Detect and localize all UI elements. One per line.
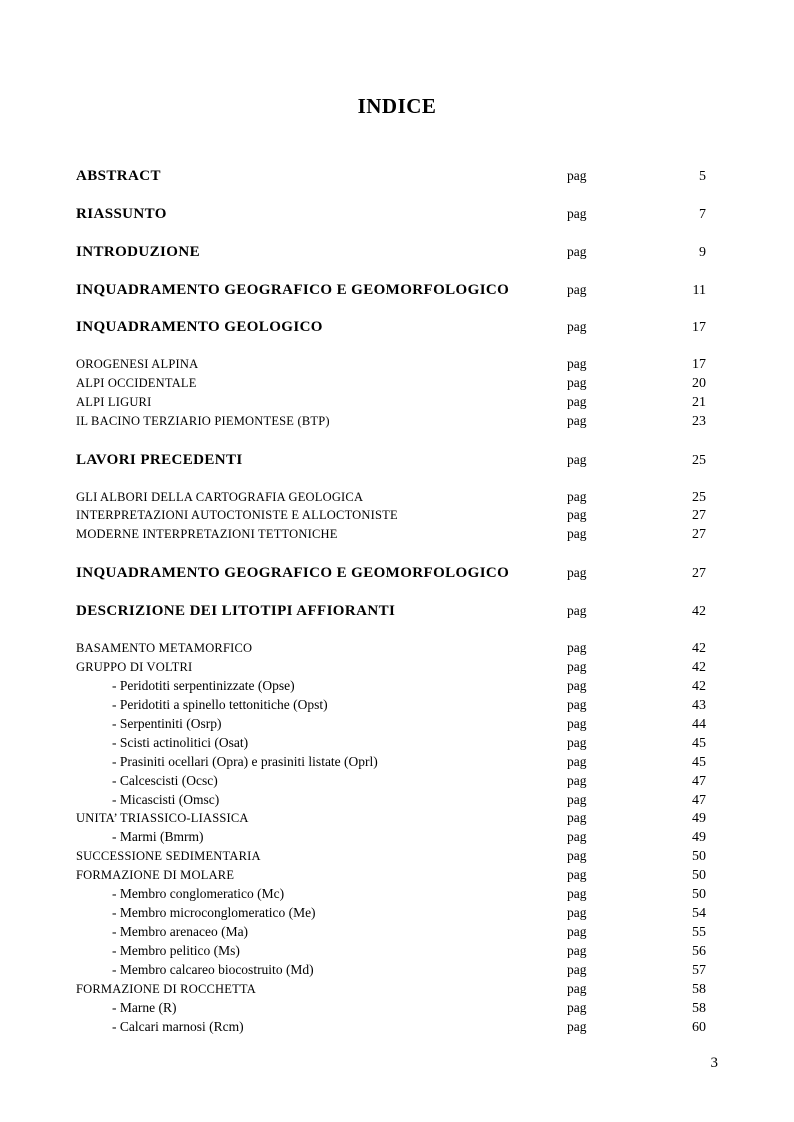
toc-entry-page: 45	[692, 736, 706, 751]
toc-entry-label: FORMAZIONE DI ROCCHETTA	[76, 982, 256, 996]
toc-entry-label: ABSTRACT	[76, 168, 161, 184]
toc-entry-page: 49	[692, 830, 706, 845]
toc-entry-label: - Peridotiti a spinello tettonitiche (Opst)	[112, 697, 328, 712]
toc-entry-label: SUCCESSIONE SEDIMENTARIA	[76, 849, 261, 863]
toc-entry	[76, 735, 706, 753]
toc-entry	[76, 244, 706, 262]
toc-entry	[76, 886, 706, 904]
toc-entry-page: 42	[692, 660, 706, 675]
toc-entry-label: - Calcescisti (Ocsc)	[112, 773, 218, 788]
toc-entry-label: - Membro calcareo biocostruito (Md)	[112, 962, 314, 977]
toc-entry	[76, 282, 706, 300]
toc-entry	[76, 356, 706, 374]
toc-entry-pag: pag	[567, 413, 587, 428]
toc-entry-label: INQUADRAMENTO GEOLOGICO	[76, 319, 323, 335]
toc-entry	[76, 603, 706, 621]
toc-entry-pag: pag	[567, 394, 587, 409]
toc-entry-label: INTRODUZIONE	[76, 244, 200, 260]
toc-entry-pag: pag	[567, 924, 587, 939]
page-title: INDICE	[357, 94, 437, 118]
toc-entry-pag: pag	[567, 244, 587, 259]
toc-entry	[76, 413, 706, 431]
toc-entry-label: - Membro conglomeratico (Mc)	[112, 886, 285, 901]
toc-entry	[76, 962, 706, 980]
toc-entry-page: 60	[692, 1020, 706, 1035]
toc-entry	[76, 943, 706, 961]
toc-entry-pag: pag	[567, 375, 587, 390]
toc-entry	[76, 375, 706, 393]
toc-entry-pag: pag	[567, 716, 587, 731]
toc-entry	[76, 452, 706, 470]
toc-entry-label: LAVORI PRECEDENTI	[76, 452, 243, 468]
toc-entry-pag: pag	[567, 282, 587, 297]
toc-entry-page: 44	[692, 717, 706, 732]
toc-entry-page: 49	[692, 811, 706, 826]
toc-entry-pag: pag	[567, 489, 587, 504]
toc-entry-page: 7	[699, 207, 706, 222]
toc-entry-pag: pag	[567, 659, 587, 674]
toc-entry	[76, 905, 706, 923]
toc-entry	[76, 792, 706, 810]
toc-entry-page: 45	[692, 755, 706, 770]
toc-entry	[76, 394, 706, 412]
toc-entry	[76, 867, 706, 885]
toc-entry-pag: pag	[567, 792, 587, 807]
toc-entry-label: - Scisti actinolitici (Osat)	[112, 735, 249, 750]
toc-entry	[76, 319, 706, 337]
toc-entry-label: INTERPRETAZIONI AUTOCTONISTE E ALLOCTONISTE	[76, 508, 398, 522]
toc-entry-page: 43	[692, 698, 706, 713]
toc-entry-page: 17	[692, 357, 706, 372]
toc-entry-label: - Marmi (Bmrm)	[112, 829, 204, 844]
toc-entry-label: - Peridotiti serpentinizzate (Opse)	[112, 678, 295, 693]
toc-entry	[76, 754, 706, 772]
toc-entry-page: 17	[692, 320, 706, 335]
toc-entry	[76, 507, 706, 525]
toc-entry-page: 55	[692, 925, 706, 940]
toc-entry	[76, 1019, 706, 1037]
toc-entry	[76, 168, 706, 186]
toc-entry-page: 58	[692, 1001, 706, 1016]
toc-entry-label: GRUPPO DI VOLTRI	[76, 660, 193, 674]
toc-entry-label: ALPI LIGURI	[76, 395, 152, 409]
toc-entry-label: - Membro microconglomeratico (Me)	[112, 905, 316, 920]
toc-entry-pag: pag	[567, 829, 587, 844]
toc-entry-pag: pag	[567, 603, 587, 618]
toc-entry-label: IL BACINO TERZIARIO PIEMONTESE (BTP)	[76, 414, 330, 428]
toc-entry-page: 42	[692, 604, 706, 619]
toc-entry	[76, 829, 706, 847]
toc-entry	[76, 773, 706, 791]
toc-entry-pag: pag	[567, 962, 587, 977]
toc-entry-pag: pag	[567, 206, 587, 221]
toc-entry	[76, 565, 706, 583]
toc-entry	[76, 924, 706, 942]
toc-entry-page: 11	[692, 283, 706, 298]
page-number: 3	[710, 1055, 718, 1071]
toc-entry-page: 50	[692, 868, 706, 883]
toc-entry-pag: pag	[567, 507, 587, 522]
toc-entry-label: - Calcari marnosi (Rcm)	[112, 1019, 244, 1034]
toc-entry-page: 27	[692, 566, 706, 581]
toc-entry-page: 42	[692, 641, 706, 656]
toc-entry-label: RIASSUNTO	[76, 206, 167, 222]
toc-entry-pag: pag	[567, 943, 587, 958]
toc-entry-pag: pag	[567, 754, 587, 769]
toc-entry	[76, 489, 706, 507]
toc-entry-page: 5	[699, 169, 706, 184]
toc-entry	[76, 697, 706, 715]
toc-entry-pag: pag	[567, 848, 587, 863]
toc-entry-pag: pag	[567, 1019, 587, 1034]
toc-entry-pag: pag	[567, 697, 587, 712]
toc-entry-pag: pag	[567, 526, 587, 541]
toc-entry-label: OROGENESI ALPINA	[76, 357, 199, 371]
toc-entry-label: ALPI OCCIDENTALE	[76, 376, 197, 390]
toc-entry-label: INQUADRAMENTO GEOGRAFICO E GEOMORFOLOGICO	[76, 565, 510, 581]
toc-entry-page: 27	[692, 527, 706, 542]
toc-entry-label: GLI ALBORI DELLA CARTOGRAFIA GEOLOGICA	[76, 490, 364, 504]
toc-entry-page: 50	[692, 887, 706, 902]
toc-entry-page: 56	[692, 944, 706, 959]
toc-entry-pag: pag	[567, 452, 587, 467]
toc-entry-label: UNITA’ TRIASSICO-LIASSICA	[76, 811, 249, 825]
toc-entry-label: BASAMENTO METAMORFICO	[76, 641, 253, 655]
toc-entry-pag: pag	[567, 735, 587, 750]
toc-entry	[76, 848, 706, 866]
toc-entry-label: FORMAZIONE DI MOLARE	[76, 868, 235, 882]
toc-entry-label: - Membro pelitico (Ms)	[112, 943, 240, 958]
toc-entry-pag: pag	[567, 168, 587, 183]
toc-entry-pag: pag	[567, 886, 587, 901]
toc-entry	[76, 640, 706, 658]
toc-entry	[76, 526, 706, 544]
toc-entry-page: 47	[692, 774, 706, 789]
toc-entry-pag: pag	[567, 678, 587, 693]
toc-entry-pag: pag	[567, 867, 587, 882]
toc-entry-label: - Marne (R)	[112, 1000, 177, 1015]
toc-entry-page: 57	[692, 963, 706, 978]
toc-entry-pag: pag	[567, 565, 587, 580]
toc-entry	[76, 981, 706, 999]
toc-entry-label: - Membro arenaceo (Ma)	[112, 924, 249, 939]
toc-entry-pag: pag	[567, 905, 587, 920]
toc-entry-page: 9	[699, 245, 706, 260]
toc-entry-page: 21	[692, 395, 706, 410]
toc-entry-page: 50	[692, 849, 706, 864]
toc-entry-page: 23	[692, 414, 706, 429]
toc-entry-pag: pag	[567, 810, 587, 825]
toc-entry-pag: pag	[567, 319, 587, 334]
toc-entry-pag: pag	[567, 356, 587, 371]
toc-entry-page: 54	[692, 906, 706, 921]
toc-entry-pag: pag	[567, 981, 587, 996]
toc-entry-page: 47	[692, 793, 706, 808]
toc-entry-page: 25	[692, 490, 706, 505]
toc-entry-label: - Micascisti (Omsc)	[112, 792, 220, 807]
toc-entry	[76, 678, 706, 696]
toc-entry-label: MODERNE INTERPRETAZIONI TETTONICHE	[76, 527, 338, 541]
toc-entry-page: 25	[692, 453, 706, 468]
toc-entry-pag: pag	[567, 773, 587, 788]
toc-entry-pag: pag	[567, 640, 587, 655]
toc-entry	[76, 659, 706, 677]
toc-entry-label: - Prasiniti ocellari (Opra) e prasiniti listate (Oprl)	[112, 754, 378, 769]
toc-entry-label: - Serpentiniti (Osrp)	[112, 716, 222, 731]
toc-entry	[76, 206, 706, 224]
toc-entry-page: 42	[692, 679, 706, 694]
toc-entry	[76, 716, 706, 734]
toc-entry	[76, 1000, 706, 1018]
toc-entry	[76, 810, 706, 828]
toc-entry-label: DESCRIZIONE DEI LITOTIPI AFFIORANTI	[76, 603, 396, 619]
toc-entry-label: INQUADRAMENTO GEOGRAFICO E GEOMORFOLOGICO	[76, 282, 510, 298]
toc-entry-pag: pag	[567, 1000, 587, 1015]
toc-entry-page: 27	[692, 508, 706, 523]
toc-entry-page: 58	[692, 982, 706, 997]
toc-entry-page: 20	[692, 376, 706, 391]
